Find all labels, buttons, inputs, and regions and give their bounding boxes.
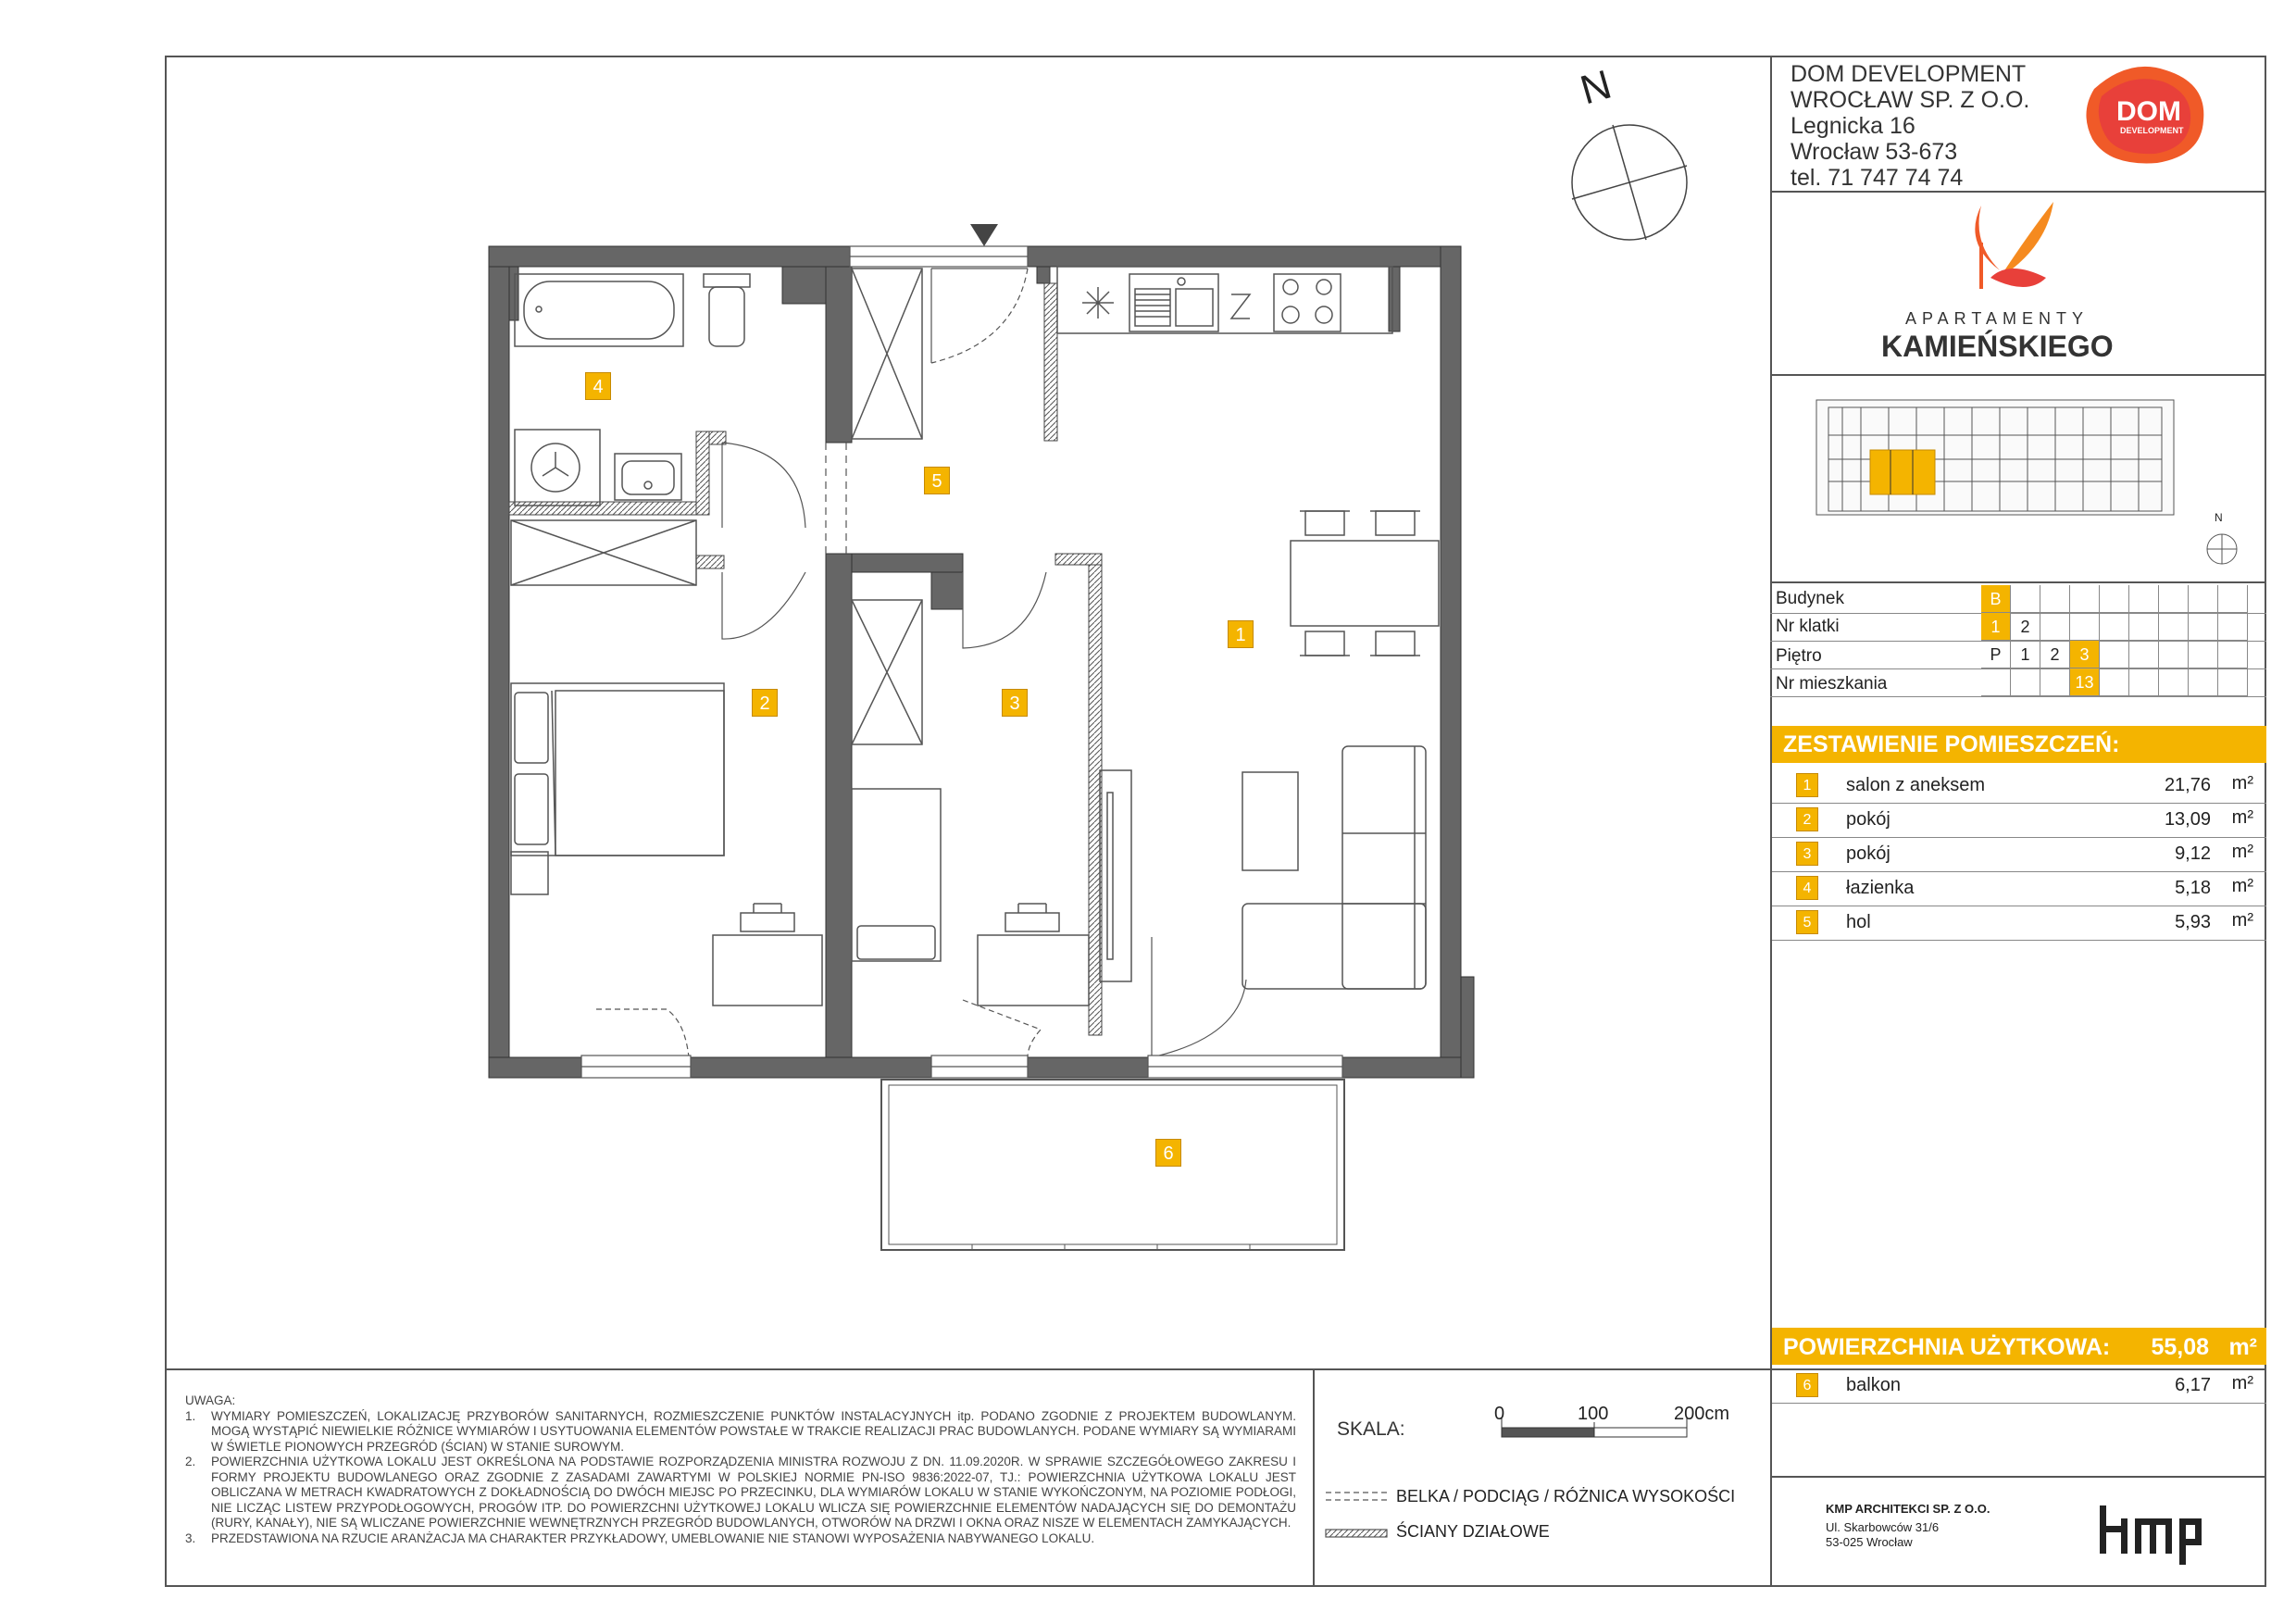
usable-area-unit: m² xyxy=(2228,1334,2257,1360)
scale-tick-100: 100 xyxy=(1578,1404,1609,1424)
dom-logo-text: DOM xyxy=(2116,96,2181,127)
room-num: 3 xyxy=(1796,842,1818,866)
info-cell: 13 xyxy=(2070,668,2100,696)
room-row xyxy=(1772,803,2266,838)
info-cell xyxy=(2129,668,2159,696)
usable-area-value: 55,08 xyxy=(2151,1334,2209,1360)
label-pietro: Piętro xyxy=(1776,646,1822,666)
info-cell xyxy=(2218,613,2248,641)
info-cell xyxy=(2189,668,2218,696)
info-cell: 1 xyxy=(1981,613,2011,641)
balcony-area: 6,17 xyxy=(2175,1375,2211,1395)
company-street: Legnicka 16 xyxy=(1791,113,1915,139)
info-cell xyxy=(2218,668,2248,696)
architect-name: KMP ARCHITEKCI SP. Z O.O. xyxy=(1826,1502,1990,1516)
info-cell xyxy=(2100,613,2129,641)
project-line-2: KAMIEŃSKIEGO xyxy=(1881,330,2114,363)
info-cell: 2 xyxy=(2040,641,2070,668)
divider-architect xyxy=(1770,1476,2266,1478)
info-cell xyxy=(2189,613,2218,641)
info-cell xyxy=(2189,585,2218,613)
note-2: 2. POWIERZCHNIA UŻYTKOWA LOKALU JEST OKREŚLONA NA PODSTAWIE ROZPORZĄDZENIA MINISTRA ROZWOJU Z DN. 11.09.2020R. W SPRAWIE SZCZEGÓŁOWEGO ZAKRESU I FORMY PROJEKTU BUDOWLANEGO ORAZ ZGODNIE Z ZASADAMI ZAWARTYMI W POLSKIEJ NORMIE PN-ISO 9836:2022-07, TJ.: POWIERZCHNIA UŻYTKOWA LOKALU JEST OBLICZANA W METRACH KWADRATOWYCH Z DOKŁADNOŚCIĄ DO DWÓCH MIEJSC PO PRZECINKU, DLA WYMIARÓW LOKALU W STANIE WYKOŃCZONYM, NA POZIOMIE PODŁOGI, NIE LICZĄC LISTEW PRZYPODŁOGOWYCH, PROGÓW ITP. DO POWIERZCHNI UŻYTKOWEJ LOKALU WLICZA SIĘ POWIERZCHNIE ELEMENTÓW NADAJĄCYCH SIĘ DO DEMONTAŻU (RURY, KANAŁY), NIE SĄ WLICZANE POWIERZCHNIE WEWNĘTRZNYCH PRZEGRÓD BUDOWLANYCH, OTWORÓW NA DRZWI I OKNA ORAZ NISZE W ELEMENTACH ZAMYKAJĄCYCH. xyxy=(185,1455,1296,1530)
room-name: pokój xyxy=(1846,809,1890,830)
room-area: 5,18 xyxy=(2175,878,2211,898)
plan-label-3: 3 xyxy=(1002,689,1028,717)
notes-title: UWAGA: xyxy=(185,1393,236,1407)
scale-tick-200: 200cm xyxy=(1674,1404,1730,1424)
info-cell xyxy=(2011,585,2040,613)
rooms-header-label: ZESTAWIENIE POMIESZCZEŃ: xyxy=(1783,731,2120,757)
room-area: 5,93 xyxy=(2175,912,2211,932)
dining-set xyxy=(1291,511,1439,656)
info-cell xyxy=(2218,585,2248,613)
info-cell: 1 xyxy=(2011,641,2040,668)
inner-walls xyxy=(509,267,1400,1057)
room-num: 5 xyxy=(1796,910,1818,934)
room-unit: m² xyxy=(2231,910,2253,931)
label-budynek: Budynek xyxy=(1776,589,1844,608)
label-nr-klatki: Nr klatki xyxy=(1776,617,1840,636)
room-name: salon z aneksem xyxy=(1846,775,1986,795)
notes xyxy=(185,1393,1296,1546)
info-cell xyxy=(1981,668,2011,696)
doors xyxy=(596,269,1246,1057)
info-cell: B xyxy=(1981,585,2011,613)
sofa xyxy=(1100,746,1426,989)
plan-label-5: 5 xyxy=(924,467,950,494)
room-unit: m² xyxy=(2231,842,2253,862)
architect-street: Ul. Skarbowców 31/6 xyxy=(1826,1520,1940,1534)
info-cell xyxy=(2100,668,2129,696)
info-cell xyxy=(2159,613,2189,641)
room-name: hol xyxy=(1846,912,1871,932)
room-area: 21,76 xyxy=(2164,775,2211,795)
info-cell: P xyxy=(1981,641,2011,668)
compass-north-label: N xyxy=(1575,61,1616,114)
bathroom-fixtures xyxy=(515,274,750,506)
key-plan xyxy=(1816,400,2237,564)
scale-label: SKALA: xyxy=(1337,1418,1405,1440)
plan-label-2: 2 xyxy=(752,689,778,717)
company-info xyxy=(1791,61,2029,191)
dom-logo-subtext: DEVELOPMENT xyxy=(2120,126,2184,135)
legend-dashed-label: BELKA / PODCIĄG / RÓŻNICA WYSOKOŚCI xyxy=(1396,1487,1736,1505)
company-name-1: DOM DEVELOPMENT xyxy=(1791,61,2027,87)
balcony-row xyxy=(1772,1368,2266,1404)
divider-keyplan xyxy=(1770,581,2266,583)
legend-hatched-label: ŚCIANY DZIAŁOWE xyxy=(1396,1522,1550,1541)
info-cell xyxy=(2100,585,2129,613)
room-row xyxy=(1772,768,2266,804)
info-cell xyxy=(2159,641,2189,668)
info-cell xyxy=(2218,641,2248,668)
info-cell xyxy=(2159,585,2189,613)
room-unit: m² xyxy=(2231,773,2253,793)
info-cell: 2 xyxy=(2011,613,2040,641)
room-num: 1 xyxy=(1796,773,1818,797)
legend-symbols xyxy=(1326,1493,1387,1537)
plan-label-1: 1 xyxy=(1228,620,1254,648)
info-cell xyxy=(2070,613,2100,641)
keyplan-north-label: N xyxy=(2215,511,2223,524)
info-cell xyxy=(2070,585,2100,613)
scale-tick-0: 0 xyxy=(1494,1404,1505,1424)
plan-label-4: 4 xyxy=(585,372,611,400)
divider-project xyxy=(1770,374,2266,376)
rooms-header xyxy=(1772,726,2266,763)
kitchen xyxy=(1057,267,1392,333)
room-area: 13,09 xyxy=(2164,809,2211,830)
entrance-arrow xyxy=(970,224,998,246)
divider-company xyxy=(1770,191,2266,193)
apartamenty-logo-icon xyxy=(1975,202,2053,289)
windows xyxy=(581,246,1342,1078)
room-unit: m² xyxy=(2231,807,2253,828)
usable-area-label: POWIERZCHNIA UŻYTKOWA: xyxy=(1783,1334,2111,1360)
kmp-logo xyxy=(2100,1505,2202,1565)
room-area: 9,12 xyxy=(2175,843,2211,864)
balcony-name: balkon xyxy=(1846,1375,1901,1395)
room-unit: m² xyxy=(2231,876,2253,896)
info-cell xyxy=(2040,613,2070,641)
room-name: łazienka xyxy=(1846,878,1915,898)
outer-walls xyxy=(489,246,1474,1078)
divider-scale xyxy=(1313,1368,1315,1587)
room-row xyxy=(1772,906,2266,941)
info-cell xyxy=(2129,641,2159,668)
info-cell xyxy=(2100,641,2129,668)
label-nr-mieszkania: Nr mieszkania xyxy=(1776,674,1888,693)
info-cell xyxy=(2129,613,2159,641)
info-cell xyxy=(2040,668,2070,696)
info-cell xyxy=(2129,585,2159,613)
room-row xyxy=(1772,871,2266,906)
balcony-unit: m² xyxy=(2231,1373,2253,1393)
room3-furniture xyxy=(852,789,1089,1006)
company-city: Wrocław 53-673 xyxy=(1791,139,1958,165)
balcony xyxy=(881,1080,1344,1250)
info-cell xyxy=(2011,668,2040,696)
usable-area-bar xyxy=(1772,1328,2266,1365)
company-name-2: WROCŁAW SP. Z O.O. xyxy=(1791,87,2030,113)
note-3: 3. PRZEDSTAWIONA NA RZUCIE ARANŻACJA MA CHARAKTER PRZYKŁADOWY, UMEBLOWANIE NIE STANOWI WYPOSAŻENIA NABYWANEGO LOKALU. xyxy=(185,1530,1095,1545)
architect-city: 53-025 Wrocław xyxy=(1826,1535,1913,1549)
room-num: 2 xyxy=(1796,807,1818,831)
note-1: 1. WYMIARY POMIESZCZEŃ, LOKALIZACJĘ PRZYBORÓW SANITARNYCH, ROZMIESZCZENIE PUNKTÓW INSTALACYJNYCH itp. PODANO ZGODNIE Z PROJEKTEM BUDOWLANYM. MOGĄ WYSTĄPIĆ NIEWIELKIE RÓŻNICE WYMIARÓW I USYTUOWANIA ELEMENTÓW POWSTAŁE W TRAKCIE REALIZACJI PRAC BUDOWLANYCH. PODANE WYMIARY SĄ WYMIARAMI W ŚWIETLE PIONOWYCH PRZEGRÓD (ŚCIAN) W STANIE SUROWYM. xyxy=(185,1408,1296,1454)
bedroom-furniture xyxy=(511,683,822,1006)
project-line-1: APARTAMENTY xyxy=(1905,309,2090,328)
info-cell: 3 xyxy=(2070,641,2100,668)
info-cell xyxy=(2159,668,2189,696)
company-phone: tel. 71 747 74 74 xyxy=(1791,165,1964,191)
room-name: pokój xyxy=(1846,843,1890,864)
info-cell xyxy=(2189,641,2218,668)
room-row xyxy=(1772,837,2266,872)
north-compass xyxy=(1572,125,1687,240)
balcony-num: 6 xyxy=(1796,1373,1818,1397)
room-num: 4 xyxy=(1796,876,1818,900)
plan-label-6: 6 xyxy=(1155,1139,1181,1167)
info-cell xyxy=(2040,585,2070,613)
